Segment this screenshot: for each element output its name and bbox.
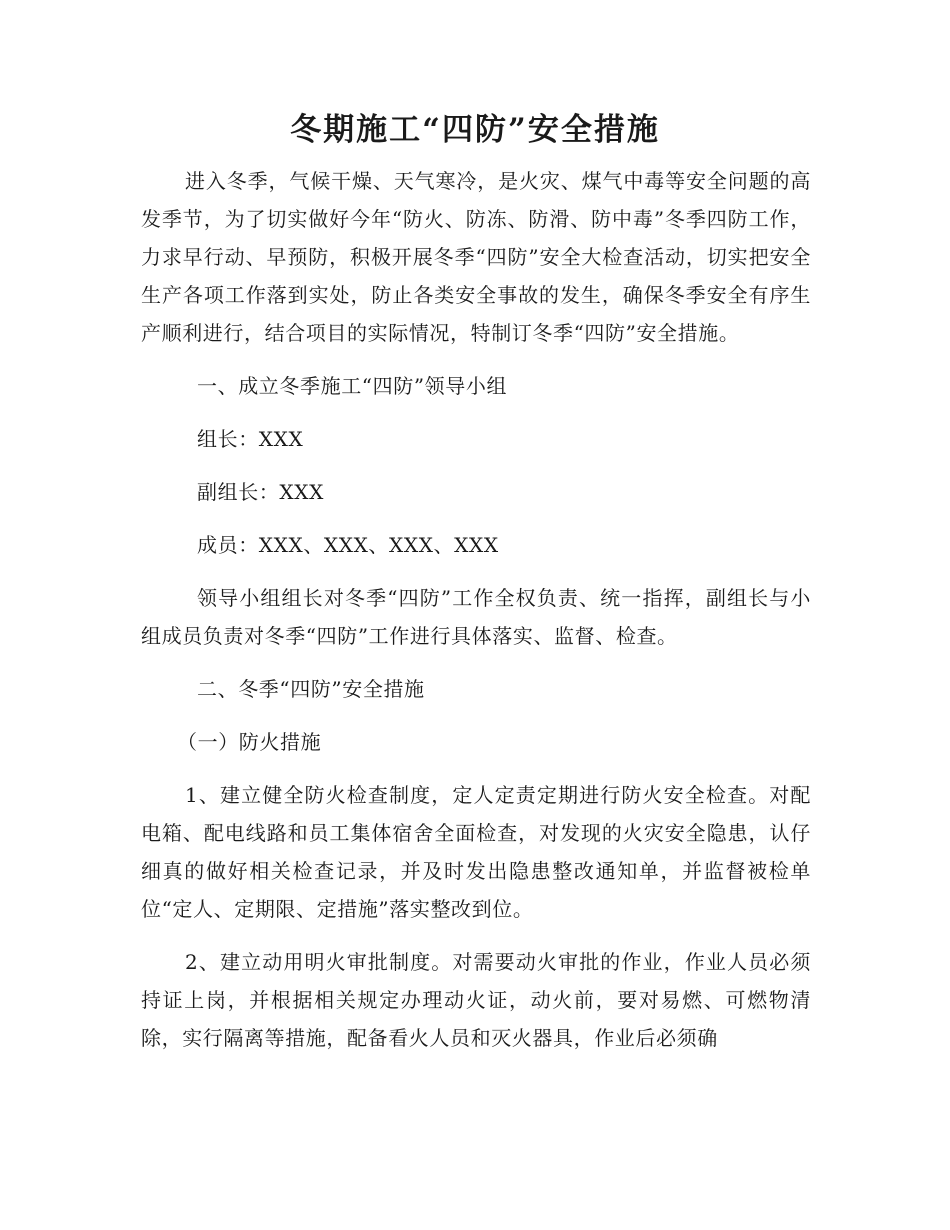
section-heading-safety-measures: 二、冬季“四防”安全措施 (197, 677, 425, 701)
list-item-open-flame-approval: 2、建立动用明火审批制度。对需要动火审批的作业，作业人员必须持证上岗，并根据相关规定办理动火证，动火前，要对易燃、可燃物清除，实行隔离等措施，配备看火人员和灭火器具，作业后必须确 (141, 950, 811, 1050)
document-body (141, 162, 811, 1057)
list-item-fire-inspection: 1、建立健全防火检查制度，定人定责定期进行防火安全检查。对配电箱、配电线路和员工集体宿舍全面检查，对发现的火灾安全隐患，认仔细真的做好相关检查记录，并及时发出隐患整改通知单，并监督被检单位“定人、定期限、定措施”落实整改到位。 (141, 783, 811, 921)
document-title: 冬期施工“四防”安全措施 (290, 112, 660, 148)
members-line: 成员：XXX、XXX、XXX、XXX (197, 533, 499, 557)
subsection-heading-fire-prevention: （一）防火措施 (177, 730, 322, 754)
section-heading-leadership-group: 一、成立冬季施工“四防”领导小组 (197, 374, 508, 398)
intro-paragraph: 进入冬季，气候干燥、天气寒冷，是火灾、煤气中毒等安全问题的高发季节，为了切实做好今年“防火、防冻、防滑、防中毒”冬季四防工作，力求早行动、早预防，积极开展冬季“四防”安全大检查活动，切实把安全生产各项工作落到实处，防止各类安全事故的发生，确保冬季安全有序生产顺利进行，结合项目的实际情况，特制订冬季“四防”安全措施。 (141, 169, 811, 345)
leader-line: 组长：XXX (197, 427, 304, 451)
responsibility-paragraph: 领导小组组长对冬季“四防”工作全权负责、统一指挥，副组长与小组成员负责对冬季“四防”工作进行具体落实、监督、检查。 (141, 586, 811, 648)
deputy-leader-line: 副组长：XXX (197, 480, 324, 504)
